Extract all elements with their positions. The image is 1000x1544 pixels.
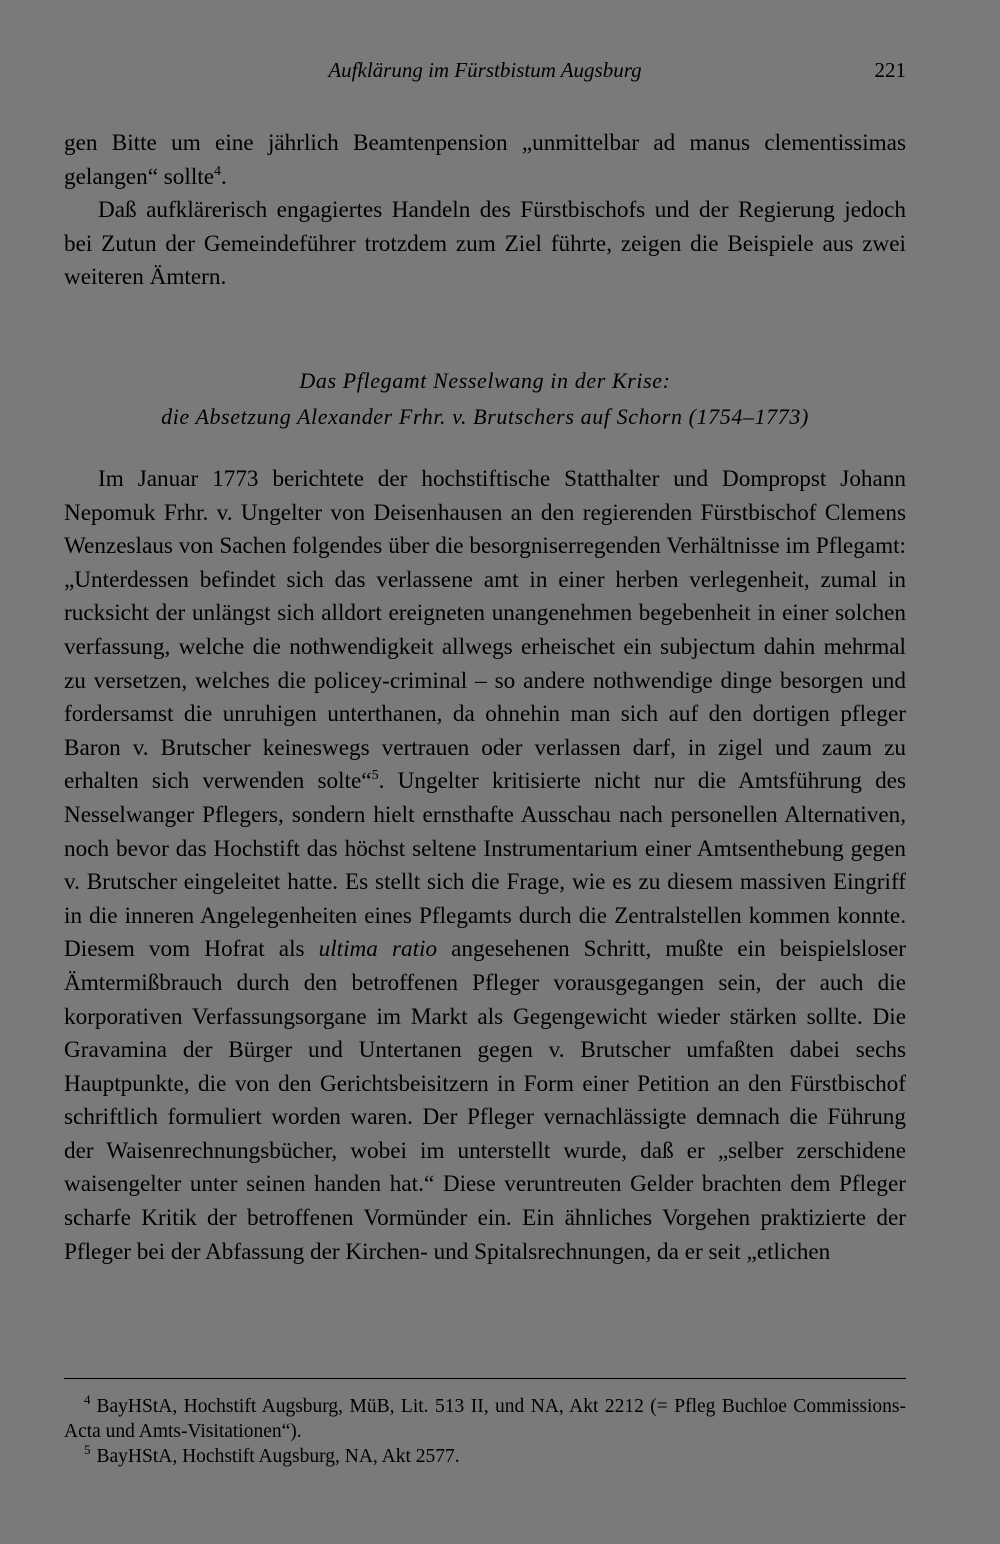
running-head bbox=[64, 58, 906, 98]
footnote-marker: 5 bbox=[84, 1442, 91, 1457]
main-paragraph bbox=[64, 463, 906, 1269]
footnote-4 bbox=[64, 1394, 906, 1444]
footnote-text: BayHStA, Hochstift Augsburg, NA, Akt 2577. bbox=[96, 1446, 460, 1467]
main-text-part-3: angesehenen Schritt, mußte ein beispielsloser Ämtermißbrauch durch den betroffenen Pfleger vorausgegangen sein, der auch die korporativen Verfassungsorgane im Markt als Gegengewicht wieder stärken sollte. Die Gravamina der Bürger und Untertanen gegen v. Brutscher umfaßten dabei sechs Hauptpunkte, die von den Gerichtsbeisitzern in Form einer Petition an den Fürstbischof schriftlich formuliert worden waren. Der Pfleger vernachlässigte demnach die Führung der Waisenrechnungsbücher, wobei im unterstellt wurde, daß er „selber zerschidene waisengelter unter seinen handen hat.“ Diese veruntreuten Gelder brachten dem Pfleger scharfe Kritik der betroffenen Vormünder ein. Ein ähnliches Vorgehen praktizierte der Pfleger bei der Abfassung der Kirchen- und Spitalsrechnungen, da er seit „etlichen bbox=[64, 936, 907, 1265]
intro-text bbox=[64, 127, 906, 295]
footnotes bbox=[64, 1394, 906, 1469]
footnote-5 bbox=[64, 1444, 906, 1469]
section-heading bbox=[64, 363, 906, 435]
intro-paragraph-end: . bbox=[221, 163, 227, 190]
italic-term: ultima ratio bbox=[318, 936, 438, 963]
running-title: Aufklärung im Fürstbistum Augsburg bbox=[328, 58, 642, 82]
footnote-divider bbox=[64, 1378, 906, 1379]
footnote-ref-4: 4 bbox=[214, 163, 222, 179]
main-text-part-2: . Ungelter kritisierte nicht nur die Amtsführung des Nesselwanger Pflegers, sondern hielt ernsthafte Ausschau nach personellen Alternativen, noch bevor das Hochstift das höchst seltene Instrumentarium einer Amtsenthebung gegen v. Brutscher eingeleitet hatte. Es stellt sich die Frage, wie es zu diesem massiven Eingriff in die inneren Angelegenheiten eines Pflegamts durch die Zentralstellen kommen konnte. Diesem vom Hofrat als bbox=[64, 768, 906, 963]
main-text-part-1: Im Januar 1773 berichtete der hochstiftische Statthalter und Dompropst Johann Nepomuk Frhr. v. Ungelter von Deisenhausen an den regierenden Fürstbischof Clemens Wenzeslaus von Sachen folgendes über die besorgniserregenden Verhältnisse im Pflegamt: „Unterdessen befindet sich das verlassene amt in einer herben verlegenheit, zumal in rucksicht der unlängst sich alldort ereigneten unangenehmen begebenheit in einer solchen verfassung, welche die nothwendigkeit allwegs erheischet ein subjectum dahin mehrmal zu versetzen, welches die policey-criminal – so andere nothwendige dinge besorgen und fordersamst die unruhigen unterthanen, da ohnehin man sich auf den dortigen pfleger Baron v. Brutscher keineswegs vertrauen oder verlassen darf, in zigel und zaum zu erhalten sich verwenden solte“ bbox=[64, 466, 906, 795]
footnote-marker: 4 bbox=[84, 1392, 91, 1407]
section-heading-line-2: die Absetzung Alexander Frhr. v. Brutschers auf Schorn (1754–1773) bbox=[161, 404, 809, 429]
intro-paragraph-continued bbox=[64, 127, 906, 194]
footnote-ref-5: 5 bbox=[371, 768, 379, 784]
page-number: 221 bbox=[874, 58, 906, 82]
section-heading-line-1: Das Pflegamt Nesselwang in der Krise: bbox=[299, 368, 671, 393]
main-text bbox=[64, 463, 906, 1269]
footnote-text: BayHStA, Hochstift Augsburg, MüB, Lit. 513 II, und NA, Akt 2212 (= Pfleg Buchloe Commissions-Acta und Amts-Visitationen“). bbox=[64, 1396, 906, 1442]
intro-paragraph-2: Daß aufklärerisch engagiertes Handeln des Fürstbischofs und der Regierung jedoch bei Zutun der Gemeindeführer trotzdem zum Ziel führte, zeigen die Beispiele aus zwei weiteren Ämtern. bbox=[64, 197, 906, 291]
intro-paragraph-text: gen Bitte um eine jährlich Beamtenpension „unmittelbar ad manus clementissimas gelangen“ sollte bbox=[64, 130, 906, 190]
